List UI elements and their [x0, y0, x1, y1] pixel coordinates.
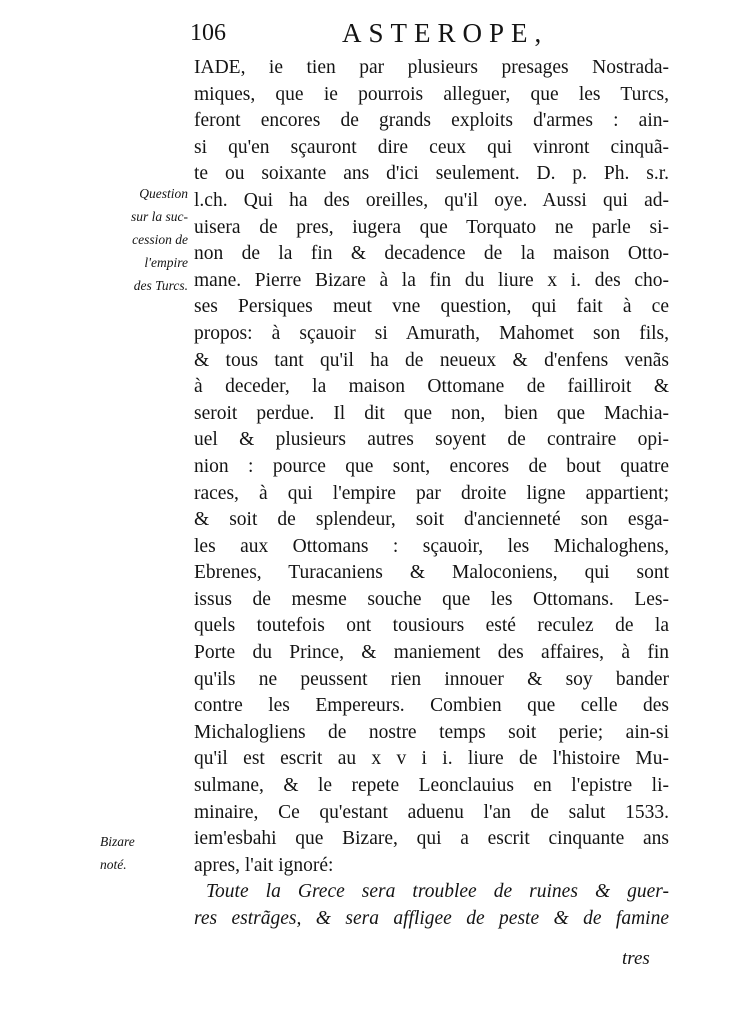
body-text: [194, 55, 669, 933]
text-line: qu'ils ne peussent rien innouer & soy bander: [194, 668, 669, 690]
margin-note-bizare: [100, 830, 180, 876]
text-line: non de la fin & decadence de la maison Otto-: [194, 243, 669, 265]
text-line: mane. Pierre Bizare à la fin du liure x i. des cho-: [194, 269, 669, 291]
text-line: quels toutefois ont tousiours esté reculez de la: [194, 615, 669, 637]
text-line: à deceder, la maison Ottomane de failliroit &: [194, 376, 669, 398]
catchword: tres: [622, 948, 650, 969]
text-line: issus de mesme souche que les Ottomans. Les-: [194, 588, 669, 610]
text-line: sulmane, & le repete Leonclauius en l'epistre li-: [194, 775, 669, 797]
text-line: Ebrenes, Turacaniens & Maloconiens, qui sont: [194, 562, 669, 584]
text-line: si qu'en sçauront dire ceux qui vinront cinquã-: [194, 136, 669, 158]
quote-line: res estrãges, & sera affligee de peste & de famine: [194, 908, 669, 929]
text-line: les aux Ottomans : sçauoir, les Michaloghens,: [194, 535, 669, 557]
text-line: seroit perdue. Il dit que non, bien que Machia-: [194, 402, 669, 424]
quote-line: Toute la Grece sera troublee de ruines & guer-: [206, 881, 669, 903]
text-line: contre les Empereurs. Combien que celle des: [194, 695, 669, 717]
text-line: l.ch. Qui ha des oreilles, qu'il oye. Aussi qui ad-: [194, 189, 669, 211]
text-line: apres, l'ait ignoré:: [194, 854, 334, 876]
text-line: & soit de splendeur, soit d'ancienneté son esga-: [194, 509, 669, 531]
text-line: Michalogliens de nostre temps soit perie; ain-si: [194, 721, 669, 743]
running-head: ASTEROPE,: [342, 18, 549, 48]
text-line: uel & plusieurs autres soyent de contraire opi-: [194, 429, 669, 451]
text-line: iem'esbahi que Bizare, qui a escrit cinquante ans: [194, 828, 669, 850]
text-line: minaire, Ce qu'estant aduenu l'an de salut 1533.: [194, 801, 669, 823]
text-line: races, à qui l'empire par droite ligne appartient;: [194, 482, 669, 504]
margin-note-line: sur la suc-: [131, 209, 188, 224]
margin-note-succession: [108, 182, 188, 297]
text-line: miques, que ie pourrois alleguer, que les Turcs,: [194, 83, 669, 105]
text-line: nion : pource que sont, encores de bout quatre: [194, 455, 669, 477]
text-line: te ou soixante ans d'ici seulement. D. p. Ph. s.r.: [194, 163, 669, 185]
text-line: ses Persiques meut vne question, qui fait à ce: [194, 296, 669, 318]
page-number: 106: [190, 20, 226, 46]
margin-note-line: Question: [139, 186, 188, 201]
text-line: propos: à sçauoir si Amurath, Mahomet son fils,: [194, 322, 669, 344]
margin-note-line: cession de: [132, 232, 188, 247]
margin-note-line: des Turcs.: [133, 278, 188, 293]
margin-note-line: Bizare: [100, 834, 135, 849]
text-line: uisera de pres, iugera que Torquato ne parle si-: [194, 216, 669, 238]
page-header: [190, 14, 660, 54]
margin-note-line: noté.: [100, 857, 127, 872]
margin-note-line: l'empire: [144, 255, 188, 270]
text-line: Porte du Prince, & maniement des affaires, à fin: [194, 642, 669, 664]
text-line: feront encores de grands exploits d'armes : ain-: [194, 110, 669, 132]
text-line: IADE, ie tien par plusieurs presages Nostrada-: [194, 57, 669, 78]
text-line: & tous tant qu'il ha de neueux & d'enfens venãs: [194, 349, 669, 371]
text-line: qu'il est escrit au x v i i. liure de l'histoire Mu-: [194, 748, 669, 770]
